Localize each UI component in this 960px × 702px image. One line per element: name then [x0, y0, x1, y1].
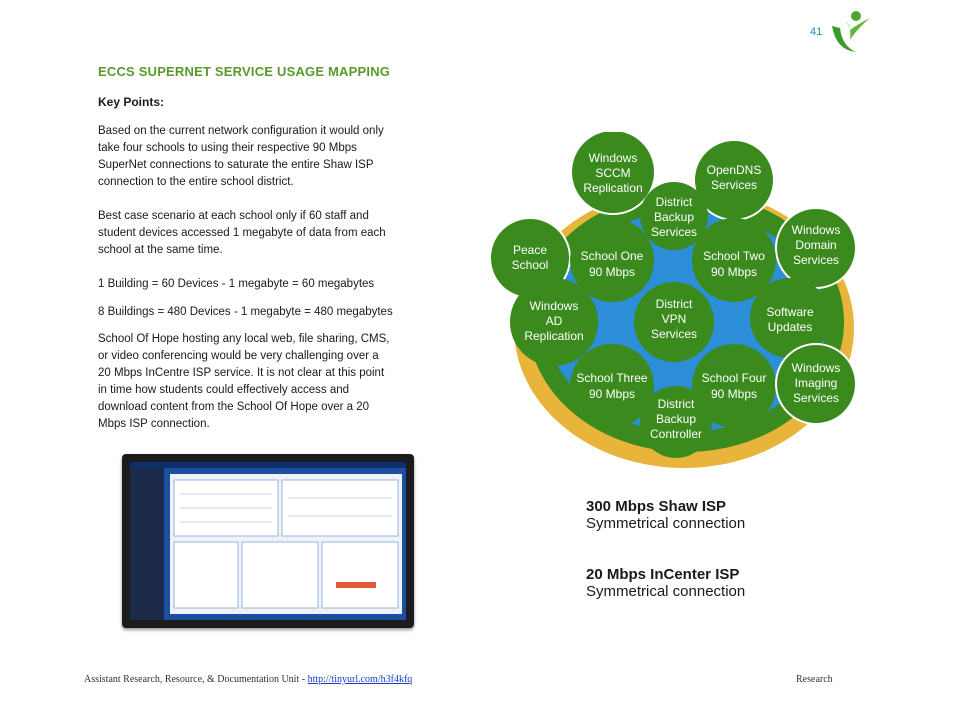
bubble-windows-sccm [571, 132, 655, 214]
paragraph-saturation [98, 123, 470, 191]
bubble-text: Replication [583, 181, 643, 195]
page-title: ECCS SUPERNET SERVICE USAGE MAPPING [98, 64, 391, 79]
logo-icon [826, 6, 874, 58]
text-line: 20 Mbps InCentre ISP service. It is not clear at this point [98, 367, 385, 379]
text-line: Based on the current network configuration it would only [98, 125, 384, 137]
text-line: in time how students could effectively access and [98, 384, 350, 396]
bubble-text: Services [650, 327, 698, 341]
footer-left [84, 674, 412, 685]
bubble-text: SCCM [595, 166, 631, 180]
bubble-text: VPN [661, 312, 687, 326]
text-line: Best case scenario at each school only if 60 staff and [98, 210, 369, 222]
shaw-isp-title: 300 Mbps Shaw ISP [586, 498, 727, 515]
footer-unit-text: Assistant Research, Resource, & Documentation Unit - [84, 674, 306, 685]
network-services-diagram [488, 132, 868, 472]
footer-link[interactable]: http://tinyurl.com/h3f4kfq [307, 674, 413, 685]
bubble-text: Domain [795, 238, 837, 252]
bubble-text: Services [650, 225, 698, 239]
equation-eight-buildings: 8 Buildings = 480 Devices - 1 megabyte = 480 megabytes [98, 306, 393, 318]
bubble-text: School Two [703, 249, 765, 263]
bubble-text: Services [792, 253, 840, 267]
bubble-text: 90 Mbps [588, 387, 636, 401]
text-line: take four schools to using their respective 90 Mbps [98, 142, 357, 154]
footer-section-label: Research [796, 674, 833, 685]
bubble-text: School [511, 258, 549, 272]
text-line: school at the same time. [98, 244, 223, 256]
bubble-text: Windows [791, 223, 841, 237]
key-points-heading: Key Points: [98, 95, 165, 109]
shaw-isp-label [586, 498, 745, 532]
text-line: SuperNet connections to saturate the entire Shaw ISP [98, 159, 374, 171]
bubble-windows-ad-replication [510, 278, 598, 366]
bubble-text: OpenDNS [706, 163, 762, 177]
shaw-isp-subtitle: Symmetrical connection [586, 515, 746, 532]
text-line: or video conferencing would be very challenging over a [98, 350, 379, 362]
bubble-district-vpn-services [634, 282, 714, 362]
bubble-text: District [655, 195, 693, 209]
bubble-text: Peace [512, 243, 548, 257]
bubble-text: Updates [767, 320, 813, 334]
paragraph-school-of-hope [98, 331, 470, 433]
bubble-district-backup-controller [640, 386, 712, 458]
bubble-text: AD [545, 314, 563, 328]
bubble-text: District [655, 297, 693, 311]
bubble-text: School Four [701, 371, 767, 385]
bubble-text: District [657, 397, 695, 411]
text-line: connection to the entire school district. [98, 176, 294, 188]
incenter-isp-label [586, 566, 745, 600]
text-line: Mbps ISP connection. [98, 418, 210, 430]
text-line: student devices accessed 1 megabyte of data from each [98, 227, 386, 239]
page-number: 41 [810, 26, 823, 38]
text-line: School Of Hope hosting any local web, file sharing, CMS, [98, 333, 390, 345]
paragraph-best-case [98, 208, 470, 259]
bubble-text: Services [710, 178, 758, 192]
equation-one-building: 1 Building = 60 Devices - 1 megabyte = 60 megabytes [98, 278, 375, 290]
bubble-text: Replication [524, 329, 584, 343]
bubble-windows-domain-services [776, 208, 856, 288]
bubble-text: 90 Mbps [710, 265, 758, 279]
bubble-text: Windows [529, 299, 579, 313]
bubble-text: Imaging [794, 376, 838, 390]
incenter-isp-title: 20 Mbps InCenter ISP [586, 566, 740, 583]
bubble-text: Backup [653, 210, 695, 224]
bubble-text: Windows [791, 361, 841, 375]
bubble-text: School Three [576, 371, 648, 385]
bubble-text: School One [580, 249, 644, 263]
bubble-text: Software [766, 305, 814, 319]
network-dashboard-screenshot [122, 454, 414, 628]
bubble-text: 90 Mbps [710, 387, 758, 401]
incenter-isp-subtitle: Symmetrical connection [586, 583, 746, 600]
bubble-text: Backup [655, 412, 697, 426]
bubble-text: Windows [588, 151, 638, 165]
bubble-text: Controller [649, 427, 703, 441]
bubble-text: 90 Mbps [588, 265, 636, 279]
bubble-windows-imaging-services [776, 344, 856, 424]
bubble-text: Services [792, 391, 840, 405]
text-line: download content from the School Of Hope over a 20 [98, 401, 370, 413]
